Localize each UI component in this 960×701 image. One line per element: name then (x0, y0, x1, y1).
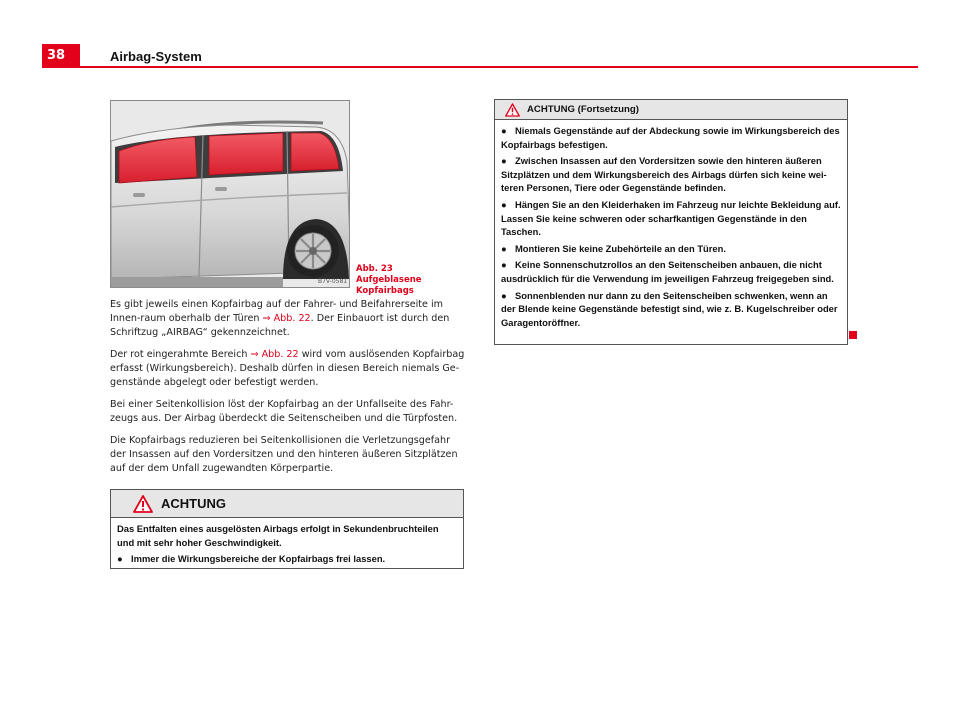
paragraph-text: Bei einer Seitenkollision löst der Kopfairbag an der Unfallseite des Fahr-zeugs aus. Der Airbag überdeckt die Seitenscheiben und die Türpfosten. (110, 399, 458, 424)
figure-reference-link[interactable]: ⇒ Abb. 22 (262, 313, 311, 324)
warning-bullet-text: Hängen Sie an den Kleiderhaken im Fahrzeug nur leichte Bekleidung auf. Lassen Sie keine schweren oder scharfkantigen Gegenstände in den Taschen. (501, 198, 841, 238)
figure-reference-link[interactable]: ⇒ Abb. 22 (250, 349, 299, 360)
warning-bullet (501, 258, 841, 285)
warning-bullet (117, 552, 457, 566)
chapter-title: Airbag-System (110, 49, 202, 64)
warning-header (111, 490, 463, 518)
warning-bullet (501, 198, 841, 239)
warning-bullet (501, 289, 841, 330)
warning-bullet-text: Niemals Gegenstände auf der Abdeckung sowie im Wirkungsbereich des Kopfairbags befestigen. (501, 125, 840, 150)
warning-triangle-icon (505, 103, 520, 117)
warning-triangle-icon (133, 495, 153, 513)
warning-title: ACHTUNG (161, 496, 226, 511)
figure-car-head-airbags (110, 100, 350, 288)
car-illustration (111, 101, 350, 288)
bullet-icon: ● (501, 155, 507, 167)
bullet-icon: ● (501, 242, 507, 254)
warning-continued-body (495, 120, 847, 336)
warning-body (111, 518, 463, 573)
bullet-icon: ● (501, 125, 507, 136)
paragraph-text: Es gibt jeweils einen Kopfairbag auf der Fahrer- und Beifahrerseite im Innen-raum oberhalb der Türen (110, 299, 443, 324)
paragraph-text: . Der Einbauort ist durch den Schriftzug „AIRBAG“ gekennzeichnet. (110, 313, 450, 338)
bullet-icon: ● (117, 553, 123, 565)
bullet-icon: ● (501, 289, 507, 301)
warning-bullet-text: Montieren Sie keine Zubehörteile an den Türen. (515, 242, 726, 254)
rim-hub (309, 247, 317, 255)
sill (111, 277, 283, 288)
bullet-icon: ● (501, 198, 507, 210)
warning-continued-header (495, 100, 847, 120)
warning-bullet-text: Zwischen Insassen auf den Vordersitzen sowie den hinteren äußeren Sitzplätzen und dem Wirkungsbereich des Airbags dürfen sich keine wei-teren Personen, Tiere oder Gegenstände befinden. (501, 155, 827, 194)
paragraph-4 (110, 434, 466, 476)
paragraph-text: wird vom auslösenden Kopfairbag erfasst (Wirkungsbereich). Deshalb dürfen in diesen Bereich niemals Ge-genstände abgelegt oder befestigt werden. (110, 349, 465, 388)
warning-bullet-text: Sonnenblenden nur dann zu den Seitenscheiben schwenken, wenn an der Blende keine Gegenstände befestigt sind, wie z. B. Kugelschreiber oder Garagentoröffner. (501, 289, 838, 328)
paragraph-text: Die Kopfairbags reduzieren bei Seitenkollisionen die Verletzungsgefahr der Insassen auf den Vordersitzen und den hinteren äußeren Sitzplätzen auf der dem Unfall zugewandten Körperpartie. (110, 435, 458, 474)
bullet-icon: ● (501, 259, 507, 271)
page-number: 38 (47, 48, 66, 63)
caption-text: Aufgeblasene Kopfairbags (356, 275, 422, 296)
warning-continued-title: ACHTUNG (Fortsetzung) (527, 104, 639, 115)
door-handle-rear (215, 187, 227, 191)
figure-caption (356, 264, 466, 297)
paragraph-1 (110, 298, 466, 340)
warning-bullet (501, 124, 841, 151)
paragraph-text: Der rot eingerahmte Bereich (110, 349, 251, 360)
paragraph-3 (110, 398, 466, 426)
airbag-middle (209, 133, 283, 175)
warning-bullet-text: Keine Sonnenschutzrollos an den Seitenscheiben anbauen, die nicht ausdrücklich für die Verwendung im jeweiligen Fahrzeug freigegeben sind. (501, 259, 834, 284)
warning-bullet (501, 154, 841, 195)
caption-label: Abb. 23 (356, 264, 393, 274)
door-handle-front (133, 193, 145, 197)
paragraph-2 (110, 348, 466, 390)
warning-intro: Das Entfalten eines ausgelösten Airbags erfolgt in Sekundenbruchteilen und mit sehr hoher Geschwindigkeit. (117, 523, 439, 548)
warning-box (110, 489, 464, 569)
header-rule (80, 66, 918, 68)
section-end-icon (849, 331, 857, 339)
warning-continued-box (494, 99, 848, 345)
warning-bullet-text: Immer die Wirkungsbereiche der Kopfairbags frei lassen. (131, 553, 386, 565)
figure-image-id: B7V-0581 (318, 278, 348, 285)
warning-bullet (501, 242, 841, 256)
